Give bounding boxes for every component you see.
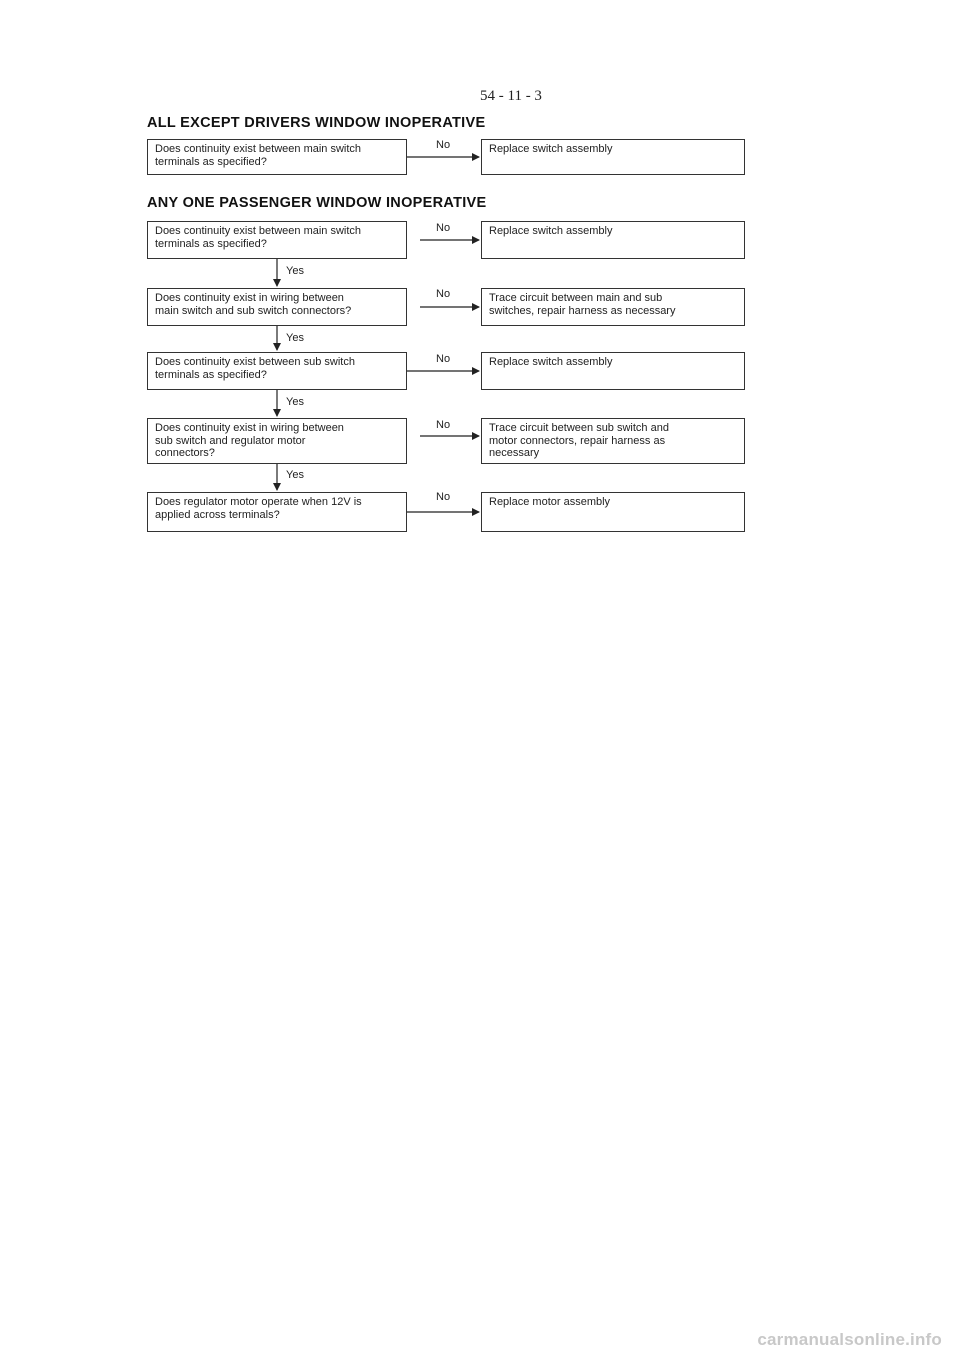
action-box-trace-sub-motor-circuit: Trace circuit between sub switch and motor connectors, repair harness as necessary	[481, 418, 745, 464]
section-title-any-one-passenger: ANY ONE PASSENGER WINDOW INOPERATIVE	[147, 195, 487, 211]
no-label: No	[436, 288, 451, 300]
section-title-all-except-drivers: ALL EXCEPT DRIVERS WINDOW INOPERATIVE	[147, 115, 486, 131]
no-label: No	[436, 222, 451, 234]
question-box-regulator-motor-12v: Does regulator motor operate when 12V is applied across terminals?	[147, 492, 407, 532]
no-label: No	[436, 139, 451, 151]
page-number: 54 - 11 - 3	[480, 88, 542, 104]
action-box-replace-motor-assembly: Replace motor assembly	[481, 492, 745, 532]
yes-label: Yes	[286, 332, 304, 344]
action-box-replace-switch-assembly: Replace switch assembly	[481, 221, 745, 259]
question-box-main-switch-continuity: Does continuity exist between main switch terminals as specified?	[147, 221, 407, 259]
question-box-main-switch-continuity: Does continuity exist between main switch terminals as specified?	[147, 139, 407, 175]
action-box-trace-main-sub-circuit: Trace circuit between main and sub switches, repair harness as necessary	[481, 288, 745, 326]
question-box-sub-switch-continuity: Does continuity exist between sub switch terminals as specified?	[147, 352, 407, 390]
watermark-footer: carmanualsonline.info	[757, 1330, 942, 1349]
question-box-sub-to-motor-wiring: Does continuity exist in wiring between sub switch and regulator motor connectors?	[147, 418, 407, 464]
no-label: No	[436, 491, 451, 503]
action-box-replace-switch-assembly: Replace switch assembly	[481, 139, 745, 175]
question-box-main-to-sub-wiring: Does continuity exist in wiring between main switch and sub switch connectors?	[147, 288, 407, 326]
no-label: No	[436, 419, 451, 431]
yes-label: Yes	[286, 469, 304, 481]
yes-label: Yes	[286, 396, 304, 408]
action-box-replace-switch-assembly: Replace switch assembly	[481, 352, 745, 390]
no-label: No	[436, 353, 451, 365]
yes-label: Yes	[286, 265, 304, 277]
